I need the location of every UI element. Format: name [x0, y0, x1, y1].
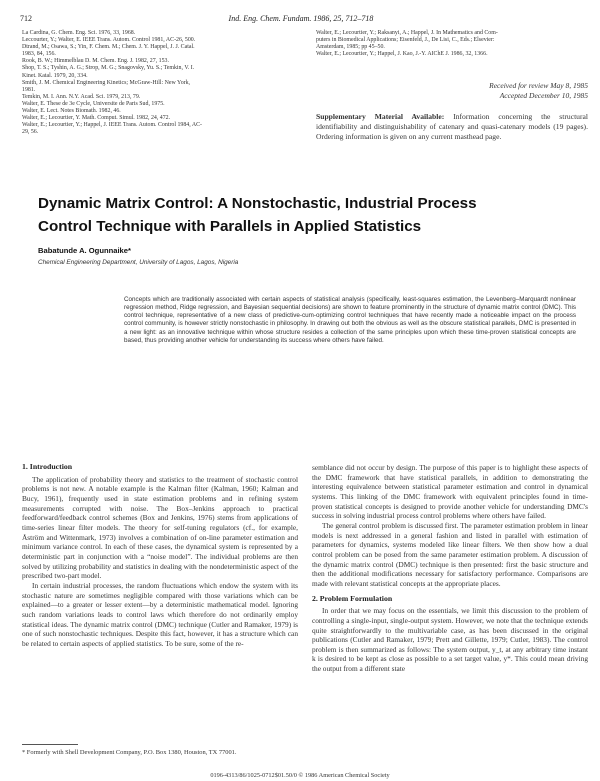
reference-entry: Walter, E.; Lecourtier, Y. Math. Comput. Simul. 1982, 24, 472. [22, 115, 171, 122]
paragraph: The general control problem is discussed first. The parameter estimation problem in linear models is next addressed in a general fashion and listed in parallel with estimation of parameters for dynamics, systems modeled like linear filters. We then show how a dual control problem can be posed from the same parameter estimation problem. A discussion of the dynamic matrix control (DMC) technique is then presented: first the basic structure and then the additional modifications necessary for satisfactory performance. Comparisons are made with relevant statistical concepts at the appropriate places. [312, 520, 588, 588]
journal-citation: Ind. Eng. Chem. Fundam. 1986, 25, 712–718 [228, 14, 374, 23]
page-number: 712 [20, 14, 32, 23]
reference-entry: La Cardina, G. Chem. Eng. Sci. 1976, 33, 1968. [22, 30, 136, 36]
reference-entry: Walter, E. These de 3e Cycle, Universite de Paris Sud, 1975. [22, 100, 165, 107]
reference-entry: Walter, E.; Lecourtier, Y.; Happel, J. IEEE Trans. Autom. Control 1984, AC- [22, 122, 203, 129]
copyright-footer: 0196-4313/86/1025-0712$01.50/0 © 1986 American Chemical Society [210, 772, 390, 779]
reference-entry: Amsterdam, 1985; pp 45–50. [316, 44, 385, 51]
reference-entry: Kinet. Katal. 1979, 20, 334. [22, 72, 88, 79]
reference-entry: 1983, 84, 156. [22, 51, 56, 58]
abstract: Concepts which are traditionally associated with certain aspects of statistical analysis (specifically, least-squares estimation, the Levenberg–Marquardt nonlinear regression method, Ridge regression, and Bayesian sequential decisions) are shown to feature prominently in the structure of dynamic matrix control (DMC). This control technique, representative of a new class of predictive-cum-optimizing control techniques that have recently made a noticeable impact on the process control community, is however strictly nonstochastic in philosophy. In drawing out both the obvious as well as the obscure statistical parallels, DMC is presented in a new light: as an innovative technique within whose structure resides a collection of the same principles upon which these time-proven statistical concepts are based, thus providing another vehicle for understanding its success where others have failed. [124, 296, 576, 344]
reference-entry: Walter, E.; Lecourtier, Y.; Happel, J. Kao, J.-Y. AIChE J. 1986, 32, 1366. [316, 51, 488, 58]
reference-entry: Shop, T. S.; Tyshin, A. G.; Strop, M. G.; Snagovsky, Yu. S.; Temkin, V. I. [22, 65, 195, 72]
supplementary-text: Information concerning the structural identifiability and distinguishability of catenary and quasi-catenary models (19 pages). Ordering information is given on any current masthead page. [316, 112, 588, 141]
paragraph: semblance did not occur by design. The purpose of this paper is to highlight these aspects of the DMC framework that have statistical parallels, in addition to demonstrating the interesting equivalence between statistical parameter estimation and control in dynamical systems. This linking of the DMC framework with equivalent principles found in time-proven statistical concepts is designed to provide another vehicle for understanding DMC's success in solving industrial process control problems where others have failed. [312, 463, 588, 521]
reference-entry: Walter, E. Lect. Notes Biomath. 1982, 46. [22, 108, 121, 115]
supplementary-label: Supplementary Material Available: [316, 112, 445, 121]
reference-entry: Dtrand, M.; Osawa, S.; Yin, F. Chem. M.; Chem. J. Y. Happel, J. J. Catal. [22, 44, 195, 51]
reference-entry: 29, 56. [22, 129, 39, 136]
accepted-line: Accepted December 10, 1985 [499, 90, 588, 100]
title-line-2: Control Technique with Parallels in Applied Statistics [38, 218, 422, 235]
reference-entry: puters in Biomedical Applications; Eisenfeld, J., De Lisi, C., Eds.; Elsevier: [316, 37, 495, 44]
supplementary-material [316, 112, 588, 141]
author-affiliation: Chemical Engineering Department, University of Lagos, Lagos, Nigeria [38, 259, 239, 266]
reference-entry: 1981. [22, 86, 36, 93]
reference-entry: Leccourter, Y.; Walter, E. IEEE Trans. Autom. Control 1981, AC-26, 500. [22, 37, 196, 44]
received-dates [316, 81, 588, 100]
reference-entry: Temkin, M. I. Ann. N.Y. Acad. Sci. 1979, 213, 79. [22, 93, 141, 100]
author-name: Babatunde A. Ogunnaike* [38, 246, 131, 255]
title-line-1: Dynamic Matrix Control: A Nonstochastic, Industrial Process [38, 195, 477, 212]
section-heading-problem-formulation: 2. Problem Formulation [312, 593, 393, 603]
footnote-divider [22, 744, 78, 745]
left-column [22, 462, 298, 648]
article-title [38, 192, 568, 238]
author-footnote: * Formerly with Shell Development Company, P.O. Box 1380, Houston, TX 77001. [22, 749, 237, 756]
right-column [312, 463, 588, 674]
received-line: Received for review May 8, 1985 [489, 81, 588, 90]
reference-entry: Walter, E.; Lecourtier, Y.; Raksanyi, A.; Happel, J. In Mathematics and Com- [316, 30, 498, 36]
reference-entry: Rook, B. W.; Himmelblau D. M. Chem. Eng. J. 1982, 27, 153. [22, 58, 169, 65]
paragraph: The application of probability theory and statistics to the treatment of stochastic control problems is not new. A notable example is the Kalman filter (Kalman, 1960; Kalman and Bucy, 1961), frequently used in state estimation problems and in refining system measurements corrupted with noise. The Box–Jenkins approach to practical feedforward/feedback control schemes (Box and Jenkins, 1976) stems from applications of time-series linear filter models. The theory for self-tuning regulators (cf., for example, Åström and Wittenmark, 1973) involves a combination of on-line parameter estimation and minimum variance control. In each of these cases, the dynamical system is represented by a deterministic part in conjunction with a “noise model”. The individual problems are then solved by utilizing probability and statistics in dealing with the nondeterministic aspect of the prescribed two-part model. [22, 474, 298, 581]
reference-entry: Smith, J. M. Chemical Engineering Kinetics; McGraw-Hill: New York, [22, 79, 191, 86]
paragraph: In certain industrial processes, the random fluctuations which endow the system with its stochastic nature are sometimes negligible compared with those variations which can be explained—to a greater or lesser extent—by a deterministic mathematical model. Ignoring such random variations leads to control laws which therefore do not ordinarily employ statistical ideas. The dynamic matrix control (DMC) technique (Cutler and Ramaker, 1979) is one of such nonstochastic techniques. Despite this fact, however, it has a structure which can be related to certain aspects of applied statistics. To be sure, some of the re- [22, 580, 298, 648]
references-right [316, 30, 586, 58]
section-heading-introduction: 1. Introduction [22, 462, 73, 471]
running-header [20, 14, 582, 26]
paragraph: In order that we may focus on the essentials, we limit this discussion to the problem of controlling a single-input, single-output system. However, we note that the technique extends quite straightforwardly to the multivariable case, as has been discussed in the original publications (Cutler and Ramaker, 1979; Prett and Gillette, 1979; Cutler, 1983). The control problem is then summarized as follows: The system output, y_t, at any arbitrary time instant k is desired to be kept as close as possible to a set target value, y*. This could mean driving the output from a different state [312, 606, 588, 674]
references-left [22, 30, 302, 136]
